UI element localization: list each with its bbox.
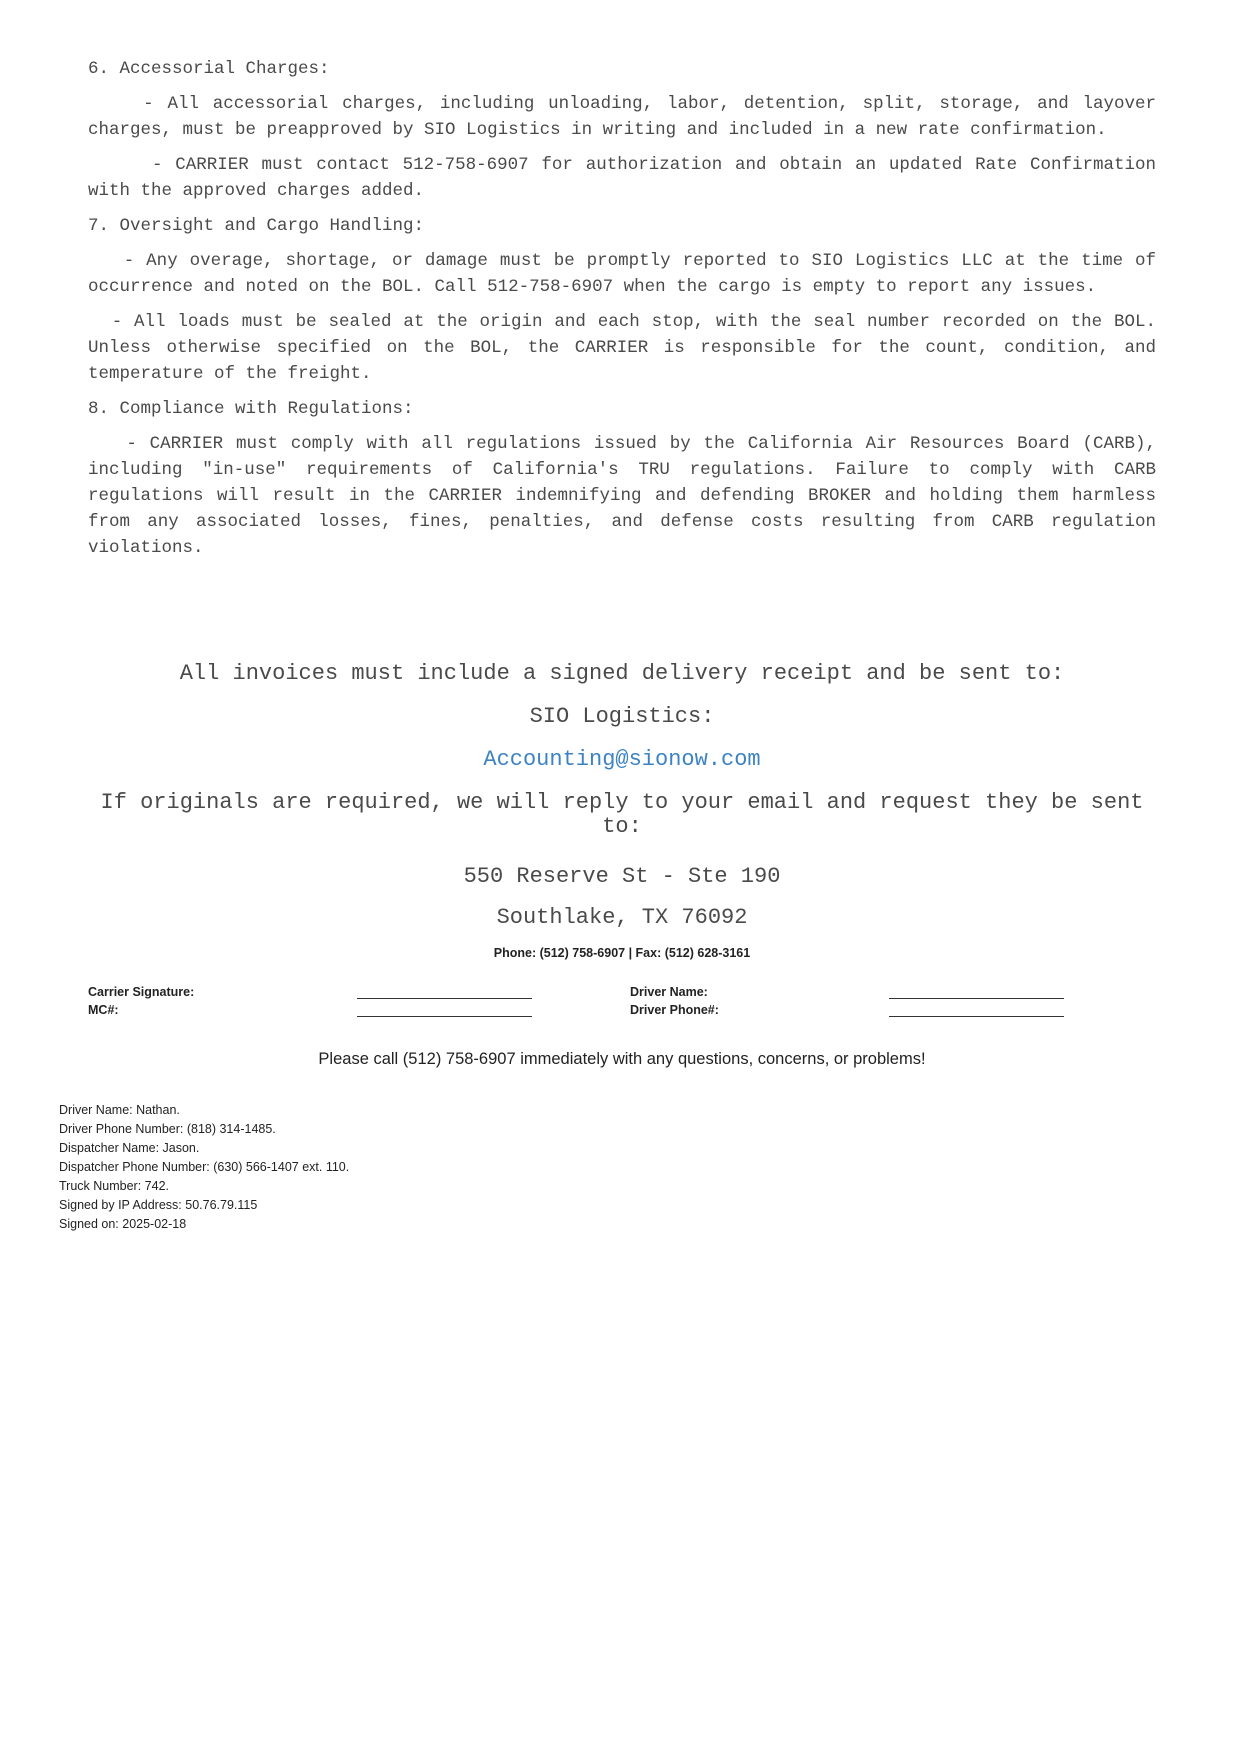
section-7-heading: 7. Oversight and Cargo Handling: bbox=[88, 216, 425, 236]
invoice-instruction: All invoices must include a signed delivery receipt and be sent to: bbox=[179, 661, 1065, 686]
mc-number-label: MC#: bbox=[88, 1003, 119, 1017]
accounting-email-link[interactable]: Accounting@sionow.com bbox=[483, 747, 761, 772]
section-7-paragraph-2: - All loads must be sealed at the origin and each stop, with the seal number recorded on the BOL. Unless otherwise specified on the BOL, the CARRIER is responsible for the count, condition, and temperature of the freight. bbox=[88, 312, 1167, 384]
driver-info-block bbox=[59, 1101, 349, 1234]
invoice-instructions bbox=[88, 662, 1156, 930]
signature-row-1 bbox=[88, 985, 1188, 1001]
call-note: Please call (512) 758-6907 immediately with any questions, concerns, or problems! bbox=[318, 1050, 926, 1068]
carrier-signature-label: Carrier Signature: bbox=[88, 985, 195, 999]
dispatcher-phone-info: Dispatcher Phone Number: (630) 566-1407 ext. 110. bbox=[59, 1160, 350, 1174]
truck-number-info: Truck Number: 742. bbox=[59, 1179, 169, 1193]
invoice-company: SIO Logistics: bbox=[529, 704, 715, 729]
driver-phone-label: Driver Phone#: bbox=[630, 1003, 719, 1017]
signed-ip-info: Signed by IP Address: 50.76.79.115 bbox=[59, 1198, 258, 1212]
originals-note: If originals are required, we will reply to your email and request they be sent to: bbox=[100, 790, 1144, 839]
section-7-paragraph-1: - Any overage, shortage, or damage must be promptly reported to SIO Logistics LLC at the time of occurrence and noted on the BOL. Call 512-758-6907 when the cargo is empty to report any issues. bbox=[88, 251, 1167, 297]
driver-phone-field[interactable] bbox=[889, 1007, 1064, 1017]
phone-fax-line: Phone: (512) 758-6907 | Fax: (512) 628-3161 bbox=[493, 946, 751, 960]
driver-phone-info: Driver Phone Number: (818) 314-1485. bbox=[59, 1122, 276, 1136]
driver-name-label: Driver Name: bbox=[630, 985, 708, 999]
dispatcher-name-info: Dispatcher Name: Jason. bbox=[59, 1141, 200, 1155]
address-line-1: 550 Reserve St - Ste 190 bbox=[463, 864, 781, 889]
terms-section bbox=[88, 56, 1167, 570]
signed-on-info: Signed on: 2025-02-18 bbox=[59, 1217, 187, 1231]
driver-name-field[interactable] bbox=[889, 989, 1064, 999]
signature-row-2 bbox=[88, 1003, 1188, 1019]
address-line-2: Southlake, TX 76092 bbox=[496, 905, 748, 930]
carrier-signature-field[interactable] bbox=[357, 989, 532, 999]
section-8-paragraph-1: - CARRIER must comply with all regulations issued by the California Air Resources Board (CARB), including "in-use" requirements of California's TRU regulations. Failure to comply with CARB regulations will result in the CARRIER indemnifying and defending BROKER and holding them harmless from any associated losses, fines, penalties, and defense costs resulting from CARB regulation violations. bbox=[88, 434, 1167, 558]
driver-name-info: Driver Name: Nathan. bbox=[59, 1103, 180, 1117]
section-6-paragraph-1: - All accessorial charges, including unloading, labor, detention, split, storage, and layover charges, must be preapproved by SIO Logistics in writing and included in a new rate confirmation. bbox=[88, 94, 1167, 140]
section-6-paragraph-2: - CARRIER must contact 512-758-6907 for authorization and obtain an updated Rate Confirmation with the approved charges added. bbox=[88, 155, 1167, 201]
mc-number-field[interactable] bbox=[357, 1007, 532, 1017]
section-8-heading: 8. Compliance with Regulations: bbox=[88, 399, 414, 419]
section-6-heading: 6. Accessorial Charges: bbox=[88, 59, 330, 79]
